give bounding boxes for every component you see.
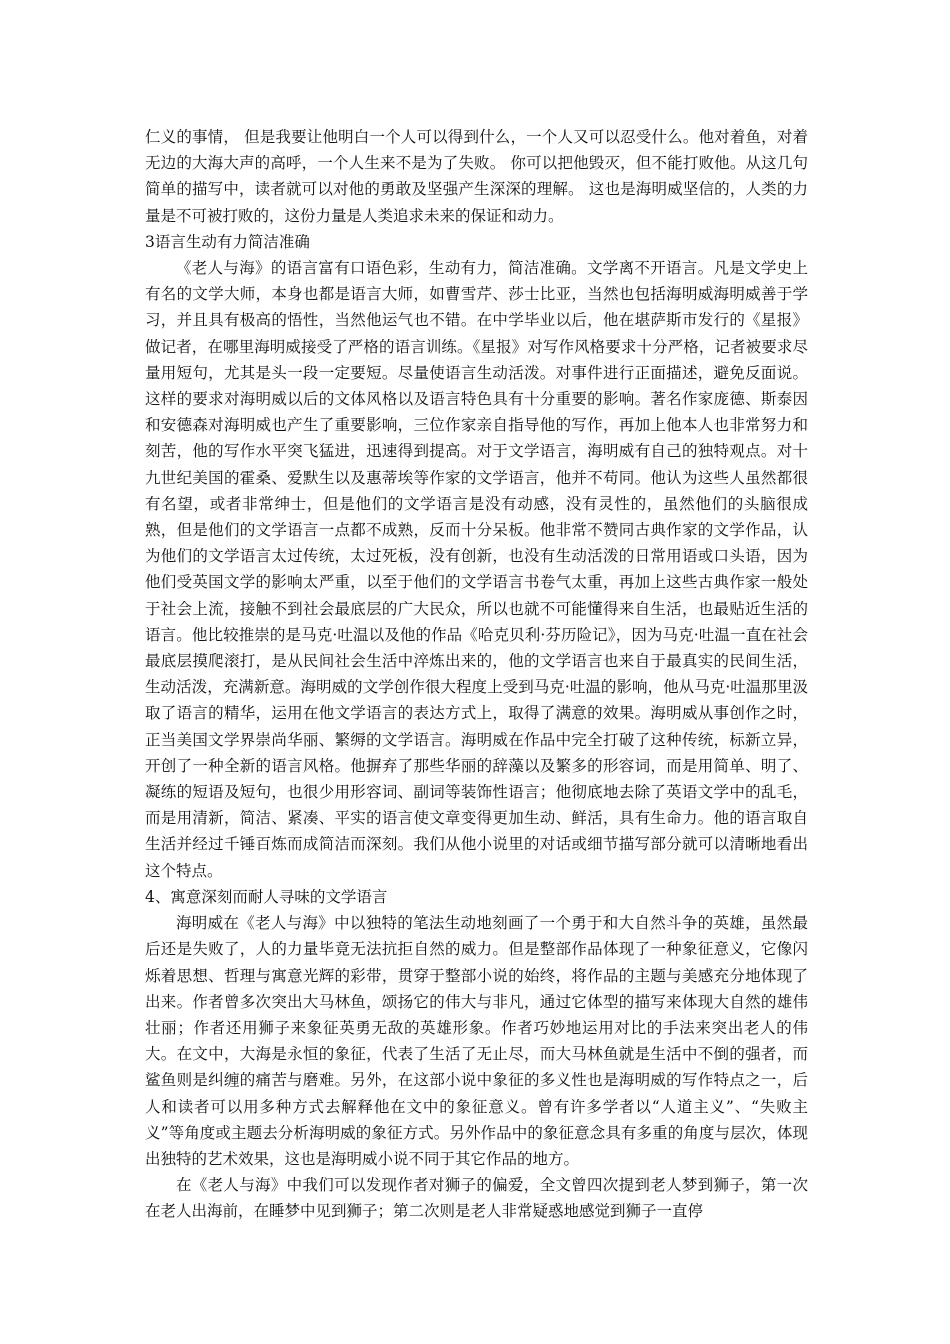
document-page (145, 124, 808, 1225)
section-heading-4: 4、寓意深刻而耐人寻味的文学语言 (145, 887, 388, 906)
paragraph-intro-continuation: 仁义的事情， 但是我要让他明白一个人可以得到什么，一个人又可以忍受什么。他对着鱼，对着无边的大海大声的高呼，一个人生来不是为了失败。 你可以把他毁灭，但不能打败他。从这几句简单的描写中，读者就可以对他的勇敢及坚强产生深深的理解。 这也是海明威坚信的，人类的力量是不可被打败的，这份力量是人类追求未来的保证和动力。 (145, 128, 808, 225)
paragraph-lion-motif: 在《老人与海》中我们可以发现作者对狮子的偏爱，全文曾四次提到老人梦到狮子，第一次在老人出海前，在睡梦中见到狮子；第二次则是老人非常疑惑地感觉到狮子一直停 (145, 1176, 808, 1221)
section-heading-3: 3语言生动有力简洁准确 (145, 232, 310, 251)
paragraph-symbolism: 海明威在《老人与海》中以独特的笔法生动地刻画了一个勇于和大自然斗争的英雄，虽然最后还是失败了，人的力量毕竟无法抗拒自然的威力。但是整部作品体现了一种象征意义，它像闪烁着思想、哲理与寓意光辉的彩带，贯穿于整部小说的始终，将作品的主题与美感充分地体现了出来。作者曾多次突出大马林鱼，颂扬它的伟大与非凡，通过它体型的描写来体现大自然的雄伟壮丽；作者还用狮子来象征英勇无敌的英雄形象。作者巧妙地运用对比的手法来突出老人的伟大。在文中，大海是永恒的象征，代表了生活了无止尽，而大马林鱼就是生活中不倒的强者，而鲨鱼则是纠缠的痛苦与磨难。另外，在这部小说中象征的多义性也是海明威的写作特点之一，后人和读者可以用多种方式去解释他在文中的象征意义。曾有许多学者以“人道主义”、“失败主义”等角度或主题去分析海明威的象征方式。另外作品中的象征意念具有多重的角度与层次，体现出独特的艺术效果，这也是海明威小说不同于其它作品的地方。 (145, 914, 808, 1168)
paragraph-language-style: 《老人与海》的语言富有口语色彩，生动有力，简洁准确。文学离不开语言。凡是文学史上有名的文学大师，本身也都是语言大师，如曹雪芹、莎士比亚，当然也包括海明威海明威善于学习，并且具有极高的悟性，当然他运气也不错。在中学毕业以后，他在堪萨斯市发行的《星报》做记者，在哪里海明威接受了严格的语言训练。《星报》对写作风格要求十分严格，记者被要求尽量用短句，尤其是头一段一定要短。尽量使语言生动活泼。对事件进行正面描述，避免反面说。这样的要求对海明威以后的文体风格以及语言特色具有十分重要的影响。著名作家庞德、斯泰因和安德森对海明威也产生了重要影响，三位作家亲自指导他的写作，再加上他本人也非常努力和刻苦，他的写作水平突飞猛进，迅速得到提高。对于文学语言，海明威有自己的独特观点。对十九世纪美国的霍桑、爱默生以及惠蒂埃等作家的文学语言，他并不苟同。他认为这些人虽然都很有名望，或者非常绅士，但是他们的文学语言是没有动感，没有灵性的，虽然他们的头脑很成熟，但是他们的文学语言一点都不成熟，反而十分呆板。他非常不赞同古典作家的文学作品，认为他们的文学语言太过传统，太过死板，没有创新，也没有生动活泼的日常用语或口头语，因为他们受英国文学的影响太严重，以至于他们的文学语言书卷气太重，再加上这些古典作家一般处于社会上流，接触不到社会最底层的广大民众，所以也就不可能懂得来自生活，也最贴近生活的语言。他比较推崇的是马克·吐温以及他的作品《哈克贝利·芬历险记》，因为马克·吐温一直在社会最底层摸爬滚打，是从民间社会生活中淬炼出来的，他的文学语言也来自于最真实的民间生活，生动活泼，充满新意。海明威的文学创作很大程度上受到马克·吐温的影响，他从马克·吐温那里汲取了语言的精华，运用在他文学语言的表达方式上，取得了满意的效果。海明威从事创作之时，正当美国文学界崇尚华丽、繁缛的文学语言。海明威在作品中完全打破了这种传统，标新立异，开创了一种全新的语言风格。他摒弃了那些华丽的辞藻以及繁多的形容词，而是用简单、明了、凝练的短语及短句，也很少用形容词、副词等装饰性语言；他彻底地去除了英语文学中的乱毛，而是用清新，简洁、紧凑、平实的语言使文章变得更加生动、鲜活，具有生命力。他的语言取自生活并经过千锤百炼而成简洁而深刻。我们从他小说里的对话或细节描写部分就可以清晰地看出这个特点。 (145, 259, 808, 880)
